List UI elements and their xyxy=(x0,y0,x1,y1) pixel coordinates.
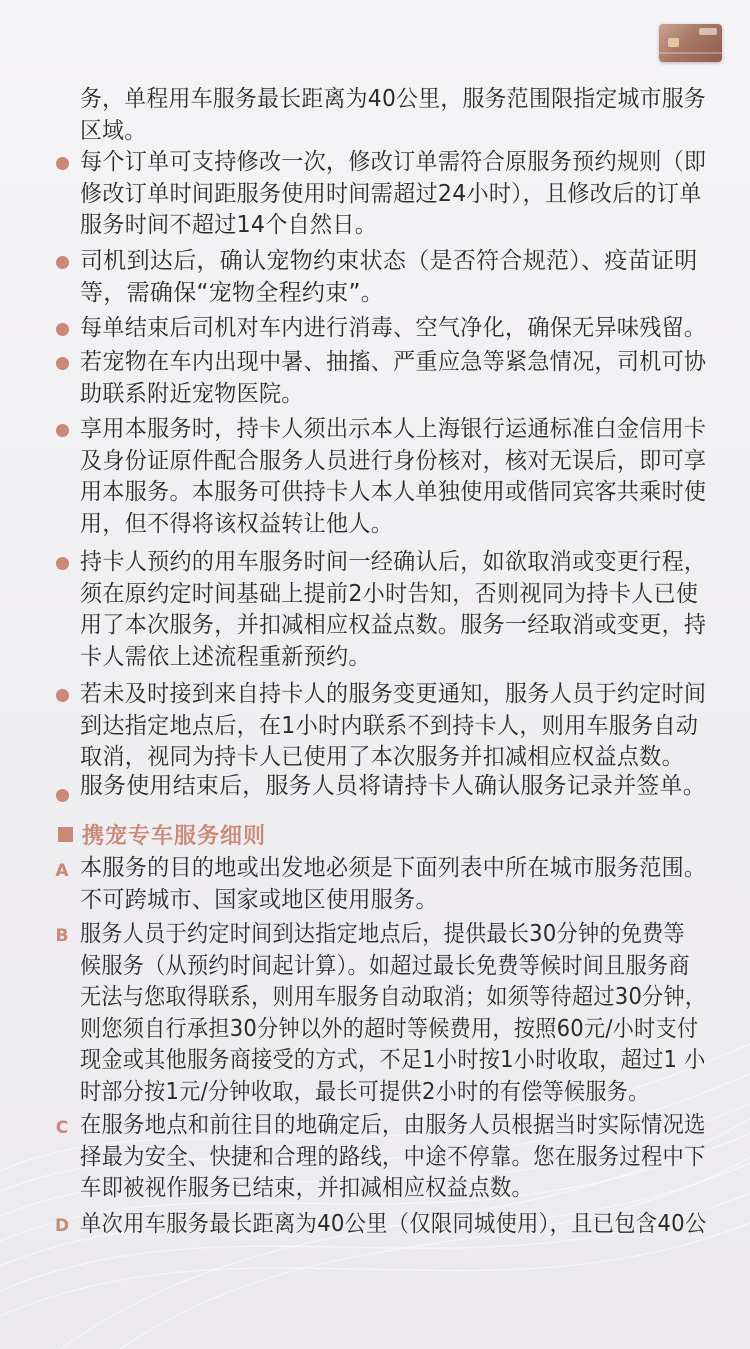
card-logo-icon xyxy=(699,28,717,35)
text-line: 在服务地点和前往目的地确定后，由服务人员根据当时实际情况选 xyxy=(80,1112,706,1138)
credit-card-thumbnail xyxy=(659,24,722,62)
item-letter: B xyxy=(55,926,69,946)
text-line: 等，需确保“宠物全程约束”。 xyxy=(80,279,385,306)
text-line: 须在原约定时间基础上提前2小时告知，否则视同为持卡人已使 xyxy=(80,580,699,607)
bullet-item xyxy=(80,246,698,309)
text-line: 区域。 xyxy=(80,117,147,144)
bullet-item xyxy=(80,147,732,242)
bullet-dot-icon xyxy=(56,157,69,170)
text-line: 无法与您取得联系，则用车服务自动取消；如须等待超过30分钟， xyxy=(80,984,707,1010)
square-marker-icon xyxy=(58,827,73,842)
text-line: 候服务（从预约时间起计算）。如超过最长免费等候时间且服务商 xyxy=(80,952,690,979)
bullet-item xyxy=(80,547,732,673)
text-line: 单次用车服务最长距离为40公里（仅限同城使用），且已包含40公 xyxy=(80,1211,707,1237)
bullet-item xyxy=(80,313,732,345)
section-title: 携宠专车服务细则 xyxy=(82,823,267,849)
text-line: 本服务的目的地或出发地必须是下面列表中所在城市服务范围。 xyxy=(80,855,707,881)
text-line: 服务人员于约定时间到达指定地点后，提供最长30分钟的免费等 xyxy=(80,921,685,947)
bullet-dot-icon xyxy=(56,323,69,336)
card-stripe xyxy=(659,52,722,54)
rule-item xyxy=(80,1110,750,1205)
bullet-dot-icon xyxy=(56,689,69,702)
text-line: 到达指定地点后，在1小时内联系不到持卡人，则用车服务自动 xyxy=(80,712,699,739)
text-line: 每单结束后司机对车内进行消毒、空气净化，确保无异味残留。 xyxy=(80,315,707,341)
section-heading xyxy=(58,818,266,850)
text-line: 用，但不得将该权益转让他人。 xyxy=(80,510,394,537)
text-line: 取消，视同为持卡人已使用了本次服务并扣减相应权益点数。 xyxy=(80,744,684,770)
text-line: 服务时间不超过14个自然日。 xyxy=(80,212,378,238)
text-line: 助联系附近宠物医院。 xyxy=(80,380,304,407)
rule-item xyxy=(80,853,732,916)
text-line: 卡人需依上述流程重新预约。 xyxy=(80,643,371,670)
bullet-dot-icon xyxy=(56,789,69,802)
rule-item xyxy=(80,1209,750,1241)
item-letter: A xyxy=(55,861,69,881)
text-line: 车即被视作服务已结束，并扣减相应权益点数。 xyxy=(80,1175,534,1201)
bullet-item xyxy=(80,414,732,540)
bullet-item xyxy=(80,679,732,774)
bullet-dot-icon xyxy=(56,557,69,570)
bullet-item xyxy=(80,771,709,803)
item-letter: C xyxy=(55,1118,69,1138)
bullet-dot-icon xyxy=(56,424,69,437)
intro-paragraph xyxy=(80,84,739,147)
text-line: 修改订单时间距服务使用时间需超过24小时），且修改后的订单 xyxy=(80,180,702,207)
text-line: 每个订单可支持修改一次，修改订单需符合原服务预约规则（即 xyxy=(80,149,707,175)
text-line: 时部分按1元/分钟收取，最长可提供2小时的有偿等候服务。 xyxy=(80,1078,650,1105)
text-line: 用本服务。本服务可供持卡人本人单独使用或偕同宾客共乘时使 xyxy=(80,479,707,505)
text-line: 若宠物在车内出现中暑、抽搐、严重应急等紧急情况，司机可协 xyxy=(80,349,707,375)
text-line: 务，单程用车服务最长距离为40公里，服务范围限指定城市服务 xyxy=(80,86,707,112)
text-line: 及身份证原件配合服务人员进行身份核对，核对无误后，即可享 xyxy=(80,447,707,474)
text-line: 若未及时接到来自持卡人的服务变更通知，服务人员于约定时间 xyxy=(80,681,707,707)
text-line: 服务使用结束后，服务人员将请持卡人确认服务记录并签单。 xyxy=(80,773,706,799)
text-line: 用了本次服务，并扣减相应权益点数。服务一经取消或变更，持 xyxy=(80,612,707,638)
card-chip-icon xyxy=(668,38,679,47)
text-line: 择最为安全、快捷和合理的路线，中途不停靠。您在服务过程中下 xyxy=(80,1143,706,1170)
bullet-dot-icon xyxy=(56,357,69,370)
item-letter: D xyxy=(54,1216,70,1236)
text-line: 司机到达后，确认宠物约束状态（是否符合规范）、疫苗证明 xyxy=(80,248,698,274)
rule-item xyxy=(80,919,750,1108)
text-line: 享用本服务时，持卡人须出示本人上海银行运通标准白金信用卡 xyxy=(80,416,707,442)
text-line: 现金或其他服务商接受的方式，不足1小时按1小时收取，超过1 小 xyxy=(80,1047,706,1073)
text-line: 持卡人预约的用车服务时间一经确认后，如欲取消或变更行程， xyxy=(80,549,707,575)
text-line: 则您须自行承担30分钟以外的超时等候费用，按照60元/小时支付 xyxy=(80,1015,699,1042)
bullet-dot-icon xyxy=(56,256,69,269)
text-line: 不可跨城市、国家或地区使用服务。 xyxy=(80,886,438,913)
bullet-item xyxy=(80,347,732,410)
